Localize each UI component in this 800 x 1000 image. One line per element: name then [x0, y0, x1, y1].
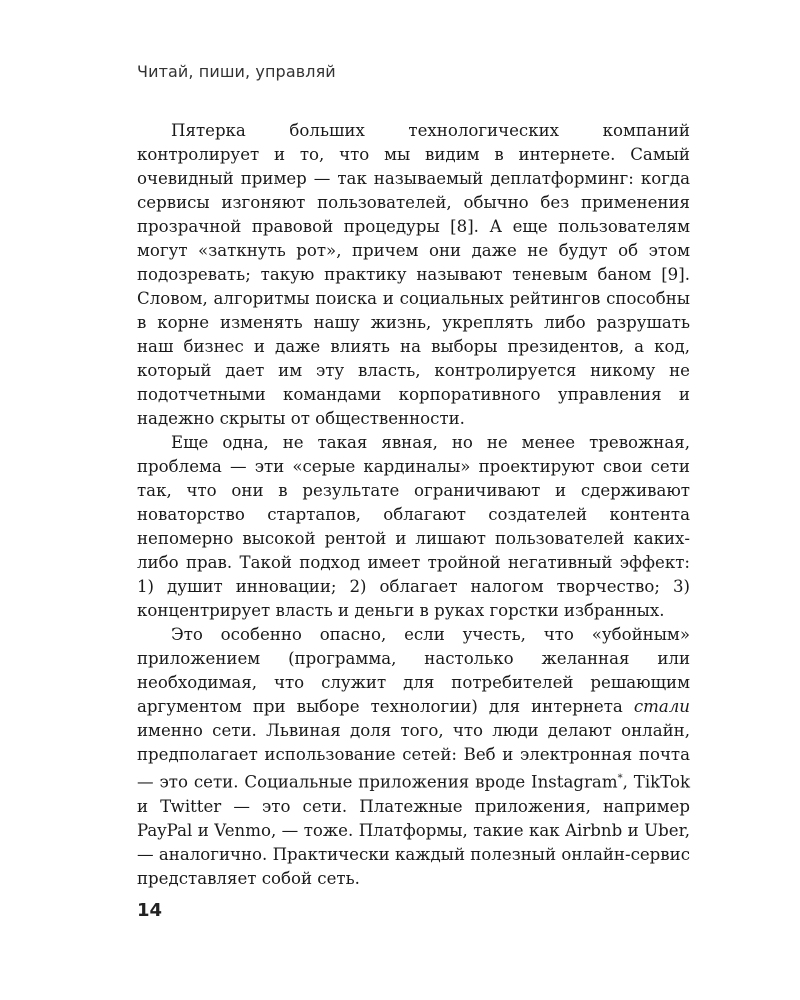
- paragraph-2: Еще одна, не такая явная, но не менее тревожная, проблема — эти «серые кардиналы» проектируют свои сети так, что они в результате ограничивают и сдерживают новаторство стартапов, облагают создателей контента непомерно высокой рентой и лишают пользователей каких-либо прав. Такой подход имеет тройной негативный эффект: 1) душит инновации; 2) облагает налогом творчество; 3) концентрирует власть и деньги в руках горстки избранных.: [137, 433, 690, 620]
- page-number: 14: [137, 900, 163, 921]
- paragraph-3-start: Это особенно опасно, если учесть, что «убойным» приложением (программа, настолько желанная или необходимая, что служит для потребителей решающим аргументом при выборе технологии) для интернета: [137, 625, 690, 716]
- emphasis-text: стали: [633, 697, 690, 716]
- body-text: [137, 119, 690, 891]
- footnote-mark: *: [617, 773, 623, 784]
- paragraph-3-middle: именно сети. Львиная доля того, что люди делают онлайн, предполагает использование сетей: Веб и электронная почта — это сети. Социальные приложения вроде Instagram: [137, 721, 690, 792]
- paragraph-3-end: , TikTok и Twitter — это сети. Платежные приложения, например PayPal и Venmo, — тоже. Платформы, такие как Airbnb и Uber, — аналогично. Практически каждый полезный онлайн-сервис представляет собой сеть.: [137, 772, 691, 888]
- running-head: Читай, пиши, управляй: [137, 62, 336, 81]
- paragraph-3: [137, 623, 690, 891]
- paragraph-1: Пятерка больших технологических компаний контролирует и то, что мы видим в интернете. Самый очевидный пример — так называемый деплатформинг: когда сервисы изгоняют пользователей, обычно без применения прозрачной правовой процедуры [8]. А еще пользователям могут «заткнуть рот», причем они даже не будут об этом подозревать; такую практику называют теневым баном [9]. Словом, алгоритмы поиска и социальных рейтингов способны в корне изменять нашу жизнь, укреплять либо разрушать наш бизнес и даже влиять на выборы президентов, а код, который дает им эту власть, контролируется никому не подотчетными командами корпоративного управления и надежно скрыты от общественности.: [137, 121, 690, 428]
